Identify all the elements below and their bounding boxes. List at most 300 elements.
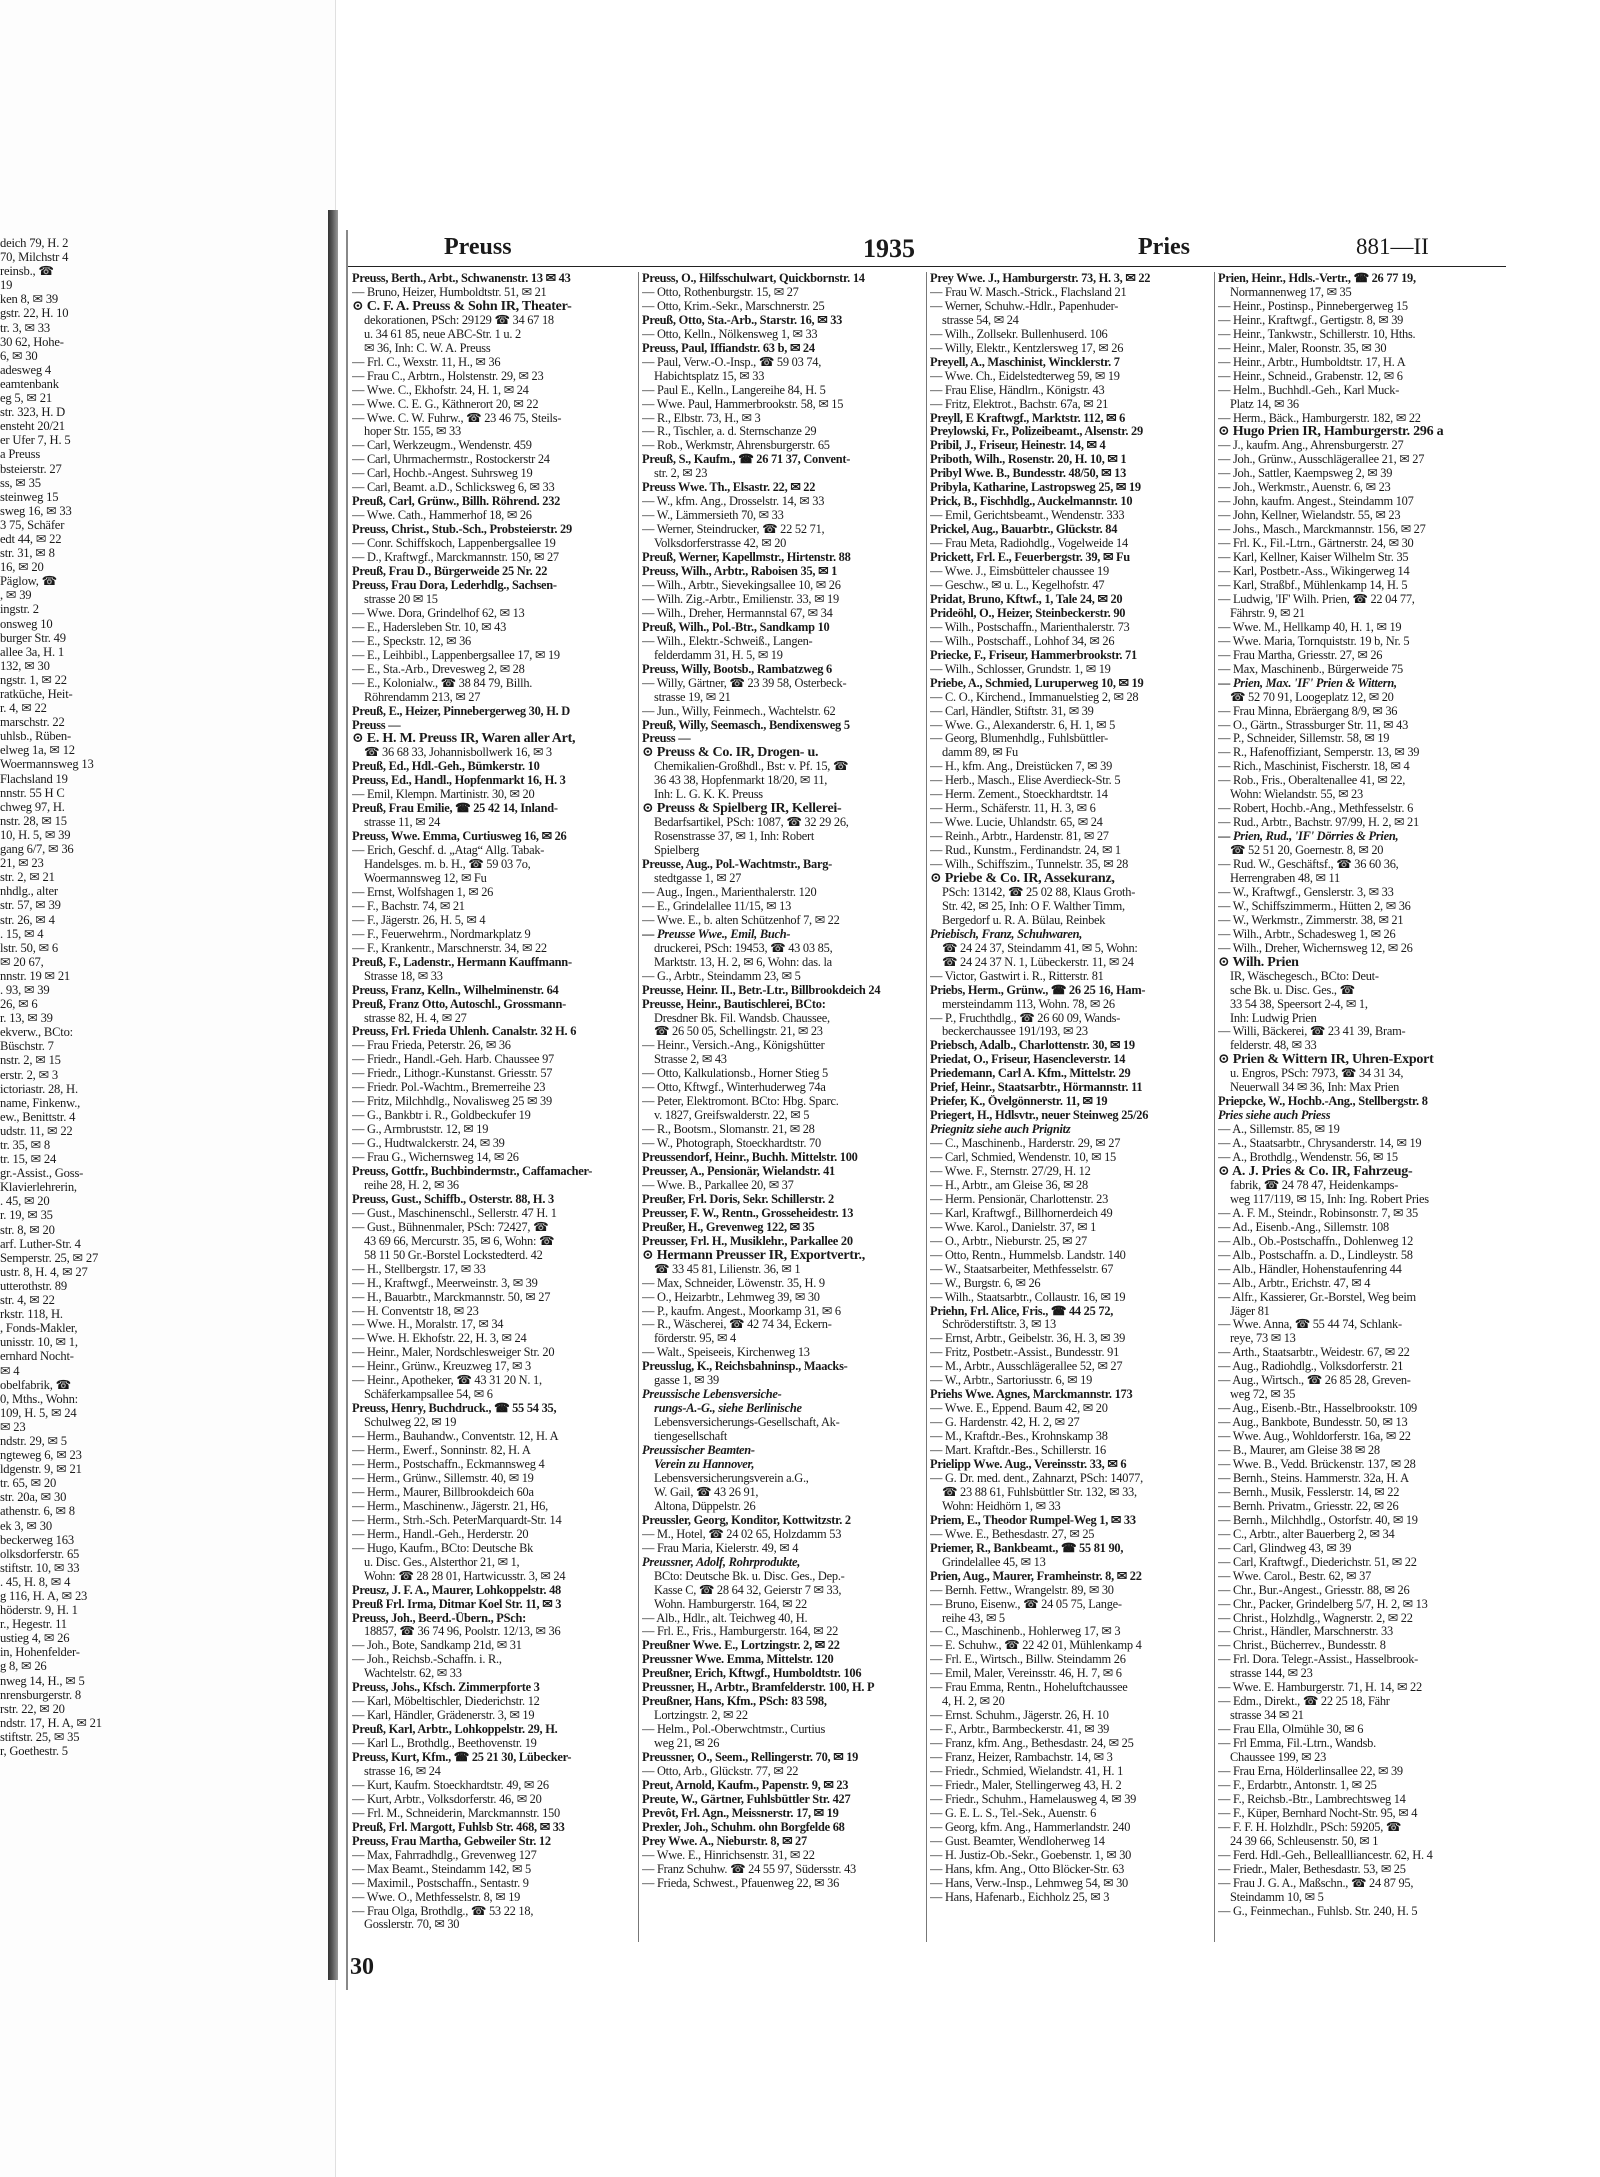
directory-entry-line: — Emil, Maler, Vereinsstr. 46, H. 7, ✉ 6: [930, 1667, 1122, 1681]
directory-entry-line: — Ad., Eisenb.-Ang., Sillemstr. 108: [1218, 1220, 1389, 1234]
directory-entry-line: — Rud. W., Geschäftsf., ☎ 36 60 36,: [1218, 858, 1399, 872]
directory-entry-line: Preußner Wwe. E., Lortzingstr. 2, ✉ 22: [642, 1639, 840, 1653]
directory-entry-line: Spielberg: [654, 844, 700, 858]
directory-entry-line: — Hans, Verw.-Insp., Lehmweg 54, ✉ 30: [930, 1876, 1128, 1890]
previous-page-line: 109, H. 5, ✉ 24: [0, 1405, 77, 1420]
directory-entry-line: — Georg, Blumenhdlg., Fuhlsbüttler-: [930, 732, 1108, 746]
directory-entry-line: — Wilh. Zig.-Arbtr., Emilienstr. 33, ✉ 19: [642, 592, 839, 606]
directory-entry-line: — Otto, Krim.-Sekr., Marschnerstr. 25: [642, 299, 825, 313]
directory-entry-line: weg 72, ✉ 35: [1230, 1388, 1296, 1402]
directory-entry-line: u. Engros, PSch: 7973, ☎ 34 31 34,: [1230, 1067, 1404, 1081]
previous-page-line: nweg 14, H., ✉ 5: [0, 1673, 85, 1688]
directory-entry-line: — Wilh., Arbtr., Sievekingsallee 10, ✉ 26: [642, 578, 841, 592]
directory-entry-line: gasse 1, ✉ 39: [654, 1374, 719, 1388]
directory-entry-line: Preussischer Beamten-: [642, 1444, 755, 1458]
directory-entry-line: — Werner, Steindrucker, ☎ 22 52 71,: [642, 523, 825, 537]
directory-entry-line: Schulweg 22, ✉ 19: [364, 1416, 457, 1430]
directory-entry-line: — Wilh., Arbtr., Schadesweg 1, ✉ 26: [1218, 927, 1396, 941]
directory-entry-line: — Karl, Händler, Grädenerstr. 3, ✉ 19: [352, 1709, 535, 1723]
directory-entry-line: 58 11 50 Gr.-Borstel Lockstedterd. 42: [364, 1248, 543, 1262]
directory-entry-line: — Otto, Kftwgf., Winterhuderweg 74a: [642, 1081, 826, 1095]
directory-entry-line: — B., Maurer, am Gleise 38 ✉ 28: [1218, 1444, 1380, 1458]
directory-entry-line: — O., Heizarbtr., Lehmweg 39, ✉ 30: [642, 1290, 820, 1304]
previous-page-line: r., Hegestr. 11: [0, 1617, 67, 1632]
directory-entry-line: — G., Armbruststr. 12, ✉ 19: [352, 1123, 489, 1137]
directory-entry-line: — Ludwig, 'IF' Wilh. Prien, ☎ 22 04 77,: [1218, 592, 1415, 606]
directory-entry-line: — Arth., Staatsarbtr., Weidestr. 67, ✉ 22: [1218, 1346, 1410, 1360]
directory-entry-line: — Alb., Hdlr., alt. Teichweg 40, H.: [642, 1611, 808, 1625]
directory-entry-line: — W., Lämmersieth 70, ✉ 33: [642, 509, 784, 523]
directory-entry-line: Chaussee 199, ✉ 23: [1230, 1751, 1327, 1765]
directory-entry-line: Bedarfsartikel, PSch: 1087, ☎ 32 29 26,: [654, 816, 849, 830]
directory-entry-line: — Frl Emma, Fil.-Ltrn., Wandsb.: [1218, 1737, 1376, 1751]
directory-entry-line: — Emil, Klempn. Martinistr. 30, ✉ 20: [352, 788, 535, 802]
directory-entry-line: Preyell, A., Maschinist, Wincklerstr. 7: [930, 355, 1120, 369]
previous-page-line: tr. 15, ✉ 24: [0, 1152, 57, 1167]
previous-page-line: g 8, ✉ 26: [0, 1659, 47, 1674]
previous-page-line: str. 20a, ✉ 30: [0, 1490, 67, 1505]
previous-page-line: , ✉ 39: [0, 588, 32, 603]
directory-entry-line: Preuss, Christ., Stub.-Sch., Probsteierstr. 29: [352, 523, 572, 537]
directory-entry-line: — E., Grindelallee 11/15, ✉ 13: [642, 899, 792, 913]
directory-entry-line: — Christ., Holzhdlg., Wagnerstr. 2, ✉ 22: [1218, 1611, 1413, 1625]
directory-entry-line: — W., Arbtr., Sartoriusstr. 6, ✉ 19: [930, 1374, 1093, 1388]
directory-entry-line: Preuss, Henry, Buchdruck., ☎ 55 54 35,: [352, 1402, 557, 1416]
directory-entry-line: — W., Kraftwgf., Genslerstr. 3, ✉ 33: [1218, 885, 1394, 899]
directory-entry-line: — Herm. Zement., Stoeckhardtstr. 14: [930, 788, 1108, 802]
directory-entry-line: reihe 43, ✉ 5: [942, 1611, 1005, 1625]
directory-entry-line: — Emil, Gerichtsbeamt., Wendenstr. 333: [930, 509, 1125, 523]
directory-entry-line: Priebsch, Adalb., Charlottenstr. 30, ✉ 19: [930, 1039, 1135, 1053]
directory-entry-line: Preussner Wwe. Emma, Mittelstr. 120: [642, 1653, 834, 1667]
previous-page-line: ratküche, Heit-: [0, 687, 73, 701]
previous-page-line: bsteierstr. 27: [0, 461, 62, 476]
directory-entry-line: Preusz, J. F. A., Maurer, Lohkoppelstr. 48: [352, 1583, 561, 1597]
directory-entry-line: Preußer, H., Grevenweg 122, ✉ 35: [642, 1220, 815, 1234]
directory-entry-line: Preusse, Aug., Pol.-Wachtmstr., Barg-: [642, 858, 833, 872]
directory-entry-line: Lebensversicherungs-Gesellschaft, Ak-: [654, 1416, 840, 1430]
directory-entry-line: — G. Hardenstr. 42, H. 2, ✉ 27: [930, 1416, 1080, 1430]
directory-entry-line: Wohn: Heidhörn 1, ✉ 33: [942, 1499, 1061, 1513]
directory-entry-line: — Friedr., Maler, Bethesdastr. 53, ✉ 25: [1218, 1862, 1406, 1876]
directory-entry-line: Strasse 2, ✉ 43: [654, 1053, 727, 1067]
directory-entry-line: — W., Burgstr. 6, ✉ 26: [930, 1276, 1041, 1290]
directory-entry-line: Priedat, O., Friseur, Hasencleverstr. 14: [930, 1053, 1126, 1067]
directory-entry-line: ⊙ A. J. Pries & Co. IR, Fahrzeug-: [1218, 1165, 1413, 1179]
directory-entry-line: Pribil, J., Friseur, Heinestr. 14, ✉ 4: [930, 439, 1106, 453]
directory-entry-line: — Karl, Kraftwgf., Billhornerdeich 49: [930, 1206, 1113, 1220]
header-last-entry: Pries: [1138, 234, 1190, 260]
directory-entry-line: ⊙ Wilh. Prien: [1218, 955, 1299, 970]
directory-entry-line: — Otto, Kalkulationsb., Horner Stieg 5: [642, 1067, 828, 1081]
directory-entry-line: — Heinr., Kraftwgf., Gertigstr. 8, ✉ 39: [1218, 313, 1404, 327]
directory-entry-line: — Alb., Postschaffn. a. D., Lindleystr. 58: [1218, 1248, 1413, 1262]
directory-entry-line: — Paul, Verw.-O.-Insp., ☎ 59 03 74,: [642, 355, 822, 369]
previous-page-line: chweg 97, H.: [0, 799, 65, 814]
directory-entry-line: strasse 34 ✉ 21: [1230, 1709, 1304, 1723]
directory-entry-line: Prick, B., Fischhdlg., Auckelmannstr. 10: [930, 495, 1133, 509]
directory-entry-line: — Karl L., Brothdlg., Beethovenstr. 19: [352, 1737, 537, 1751]
previous-page-line: tr. 65, ✉ 20: [0, 1476, 57, 1491]
directory-entry-line: Preusslug, K., Reichsbahninsp., Maacks-: [642, 1360, 848, 1374]
directory-entry-line: — E. Schuhw., ☎ 22 42 01, Mühlenkamp 4: [930, 1639, 1142, 1653]
directory-entry-line: 43 69 66, Mercurstr. 35, ✉ 6, Wohn: ☎: [364, 1234, 555, 1248]
directory-entry-line: Priboth, Wilh., Rosenstr. 20, H. 10, ✉ 1: [930, 453, 1127, 467]
previous-page-column: [0, 236, 320, 1966]
directory-entry-line: — Johs., Masch., Marckmannstr. 156, ✉ 27: [1218, 523, 1426, 537]
directory-entry-line: — Mart. Kraftdr.-Bes., Schillerstr. 16: [930, 1444, 1106, 1458]
directory-entry-line: strasse 54, ✉ 24: [942, 313, 1019, 327]
directory-entry-line: Preuss, Johs., Kfsch. Zimmerpforte 3: [352, 1681, 540, 1695]
directory-entry-line: — Herm., Postschaffn., Eckmannsweg 4: [352, 1458, 545, 1472]
directory-entry-line: Priefer, K., Övelgönnerstr. 11, ✉ 19: [930, 1095, 1108, 1109]
directory-entry-line: rungs-A.-G., siehe Berlinische: [654, 1402, 802, 1416]
previous-page-line: str. 57, ✉ 39: [0, 898, 61, 913]
directory-entry-line: sche Bk. u. Disc. Ges., ☎: [1230, 983, 1355, 997]
directory-entry-line: Preyll, E Kraftwgf., Marktstr. 112, ✉ 6: [930, 411, 1126, 425]
directory-entry-line: Preusser, Frl. H., Musiklehr., Parkallee 20: [642, 1234, 853, 1248]
directory-entry-line: — Wwe. H., Moralstr. 17, ✉ 34: [352, 1318, 504, 1332]
directory-entry-line: — Hugo, Kaufm., BCto: Deutsche Bk: [352, 1541, 534, 1555]
directory-entry-line: — Herm., Handl.-Geh., Herderstr. 20: [352, 1527, 529, 1541]
directory-entry-line: — Aug., Eisenb.-Btr., Hasselbrookstr. 109: [1218, 1402, 1418, 1416]
directory-entry-line: — Georg, kfm. Ang., Hammerlandstr. 240: [930, 1820, 1131, 1834]
directory-entry-line: — Joh., Reichsb.-Schaffn. i. R.,: [352, 1653, 502, 1667]
directory-entry-line: — Carl, Uhrmachermstr., Rostockerstr 24: [352, 453, 550, 467]
directory-entry-line: ⊙ Hermann Preusser IR, Exportvertr.,: [642, 1248, 865, 1263]
previous-page-line: erstr. 2, ✉ 3: [0, 1067, 58, 1082]
directory-entry-line: — F., Erdarbtr., Antonstr. 1, ✉ 25: [1218, 1778, 1377, 1792]
directory-entry-line: Preusse, Heinr. II., Betr.-Ltr., Billbrookdeich 24: [642, 983, 881, 997]
directory-entry-line: — Aug., Wirtsch., ☎ 26 85 28, Greven-: [1218, 1374, 1411, 1388]
directory-entry-line: — Max, Maschinenb., Bürgerweide 75: [1218, 662, 1404, 676]
directory-entry-line: Preuß Frl. Irma, Ditmar Koel Str. 11, ✉ 3: [352, 1597, 562, 1611]
previous-page-line: nstr. 2, ✉ 15: [0, 1053, 61, 1068]
directory-column-2: [638, 272, 921, 1942]
directory-entry-line: — Robert, Hochb.-Ang., Methfesselstr. 6: [1218, 802, 1414, 816]
previous-page-line: 6, ✉ 30: [0, 348, 38, 363]
directory-entry-line: Prickel, Aug., Bauarbtr., Glückstr. 84: [930, 523, 1118, 537]
previous-page-line: ken 8, ✉ 39: [0, 292, 59, 307]
directory-entry-line: — Wilh., Postschaff., Lohhof 34, ✉ 26: [930, 634, 1115, 648]
previous-page-line: höderstr. 9, H. 1: [0, 1603, 78, 1618]
directory-entry-line: — Wwe. B., Parkallee 20, ✉ 37: [642, 1178, 794, 1192]
directory-entry-line: — Wwe. C. W. Fuhrw., ☎ 23 46 75, Steils-: [352, 411, 562, 425]
directory-entry-line: — F., Jägerstr. 26, H. 5, ✉ 4: [352, 913, 486, 927]
directory-entry-line: — Jun., Willy, Feinmech., Wachtelstr. 62: [642, 704, 836, 718]
directory-entry-line: Priem, E., Theodor Rumpel-Weg 1, ✉ 33: [930, 1513, 1136, 1527]
directory-entry-line: — Herm., Schäferstr. 11, H. 3, ✉ 6: [930, 802, 1096, 816]
previous-page-line: ldgenstr. 9, ✉ 21: [0, 1462, 82, 1477]
directory-entry-line: Gosslerstr. 70, ✉ 30: [364, 1918, 460, 1932]
directory-entry-line: weg 21, ✉ 26: [654, 1737, 720, 1751]
directory-entry-line: Preusser, A., Pensionär, Wielandstr. 41: [642, 1165, 836, 1178]
directory-entry-line: Priebs, Herm., Grünw., ☎ 26 25 16, Ham-: [930, 983, 1146, 997]
directory-entry-line: — Prien, Rud., 'IF' Dörries & Prien,: [1218, 830, 1399, 844]
directory-entry-line: — Heinr., Maler, Roonstr. 35, ✉ 30: [1218, 341, 1387, 355]
directory-entry-line: — Carl, Kraftwgf., Diederichstr. 51, ✉ 22: [1218, 1555, 1417, 1569]
previous-page-line: er Ufer 7, H. 5: [0, 433, 71, 448]
previous-page-line: ✉ 4: [0, 1363, 20, 1378]
directory-entry-line: — Ernst, Wolfshagen 1, ✉ 26: [352, 885, 494, 899]
previous-page-line: stiftstr. 10, ✉ 33: [0, 1560, 80, 1575]
directory-entry-line: — H. Justiz-Ob.-Sekr., Goebenstr. 1, ✉ 30: [930, 1848, 1132, 1862]
previous-page-line: ngteweg 6, ✉ 23: [0, 1448, 82, 1463]
previous-page-line: beckerweg 163: [0, 1532, 74, 1547]
directory-entry-line: — Frau Elise, Händlrn., Königstr. 43: [930, 383, 1105, 397]
directory-entry-line: — Herm., Grünw., Sillemstr. 40, ✉ 19: [352, 1471, 534, 1485]
directory-entry-line: — Wwe. Anna, ☎ 55 44 74, Schlank-: [1218, 1318, 1402, 1332]
previous-page-line: in, Hohenfelder-: [0, 1645, 80, 1660]
directory-columns: [348, 272, 1506, 1952]
directory-entry-line: — Herm. Pensionär, Charlottenstr. 23: [930, 1192, 1109, 1206]
previous-page-line: edt 44, ✉ 22: [0, 531, 62, 546]
directory-entry-line: W. Gail, ☎ 43 26 91,: [654, 1485, 759, 1499]
directory-entry-line: Preußer, Frl. Doris, Sekr. Schillerstr. 2: [642, 1192, 834, 1206]
previous-page-line: . 15, ✉ 4: [0, 926, 44, 941]
directory-entry-line: — F., Küper, Bernhard Nocht-Str. 95, ✉ 4: [1218, 1806, 1418, 1820]
directory-entry-line: — Joh., Grünw., Ausschlägerallee 21, ✉ 27: [1218, 453, 1425, 467]
previous-page-line: deich 79, H. 2: [0, 236, 69, 250]
directory-entry-line: — R., Wäscherei, ☎ 42 74 34, Eckern-: [642, 1318, 832, 1332]
directory-entry-line: — E., Sta.-Arb., Drevesweg 2, ✉ 28: [352, 662, 525, 676]
previous-page-line: , Fonds-Makler,: [0, 1321, 78, 1336]
directory-entry-line: ⊙ E. H. M. Preuss IR, Waren aller Art,: [352, 732, 576, 747]
directory-entry-line: Prevôt, Frl. Agn., Meissnerstr. 17, ✉ 19: [642, 1806, 839, 1820]
directory-entry-line: — Hans, Hafenarb., Eichholz 25, ✉ 3: [930, 1890, 1110, 1904]
directory-entry-line: beckerchaussee 191/193, ✉ 23: [942, 1025, 1088, 1039]
directory-entry-line: Preuß, Wilh., Pol.-Btr., Sandkamp 10: [642, 620, 830, 634]
directory-entry-line: — Max, Fahrradhdlg., Grevenweg 127: [352, 1848, 537, 1862]
directory-entry-line: Preute, W., Gärtner, Fuhlsbüttler Str. 427: [642, 1792, 851, 1806]
previous-page-line: tr. 35, ✉ 8: [0, 1138, 50, 1152]
directory-entry-line: — Alb., Händler, Hohenstaufenring 44: [1218, 1262, 1402, 1276]
directory-entry-line: Preuß, Werner, Kapellmstr., Hirtenstr. 88: [642, 551, 851, 565]
directory-entry-line: PSch: 13142, ☎ 25 02 88, Klaus Groth-: [942, 885, 1136, 899]
directory-entry-line: — Alb., Arbtr., Erichstr. 47, ✉ 4: [1218, 1276, 1371, 1290]
directory-entry-line: — W., Staatsarbeiter, Methfesselstr. 67: [930, 1262, 1114, 1276]
directory-entry-line: ⊙ C. F. A. Preuss & Sohn IR, Theater-: [352, 299, 572, 314]
directory-entry-line: — J., kaufm. Ang., Ahrensburgerstr. 27: [1218, 439, 1404, 453]
directory-entry-line: — Wwe. C., Ekhofstr. 24, H. 1, ✉ 24: [352, 383, 529, 397]
directory-entry-line: ☎ 33 45 81, Lilienstr. 36, ✉ 1: [654, 1262, 801, 1276]
directory-entry-line: — Rob., Werkmstr, Ahrensburgerstr. 65: [642, 439, 830, 453]
directory-entry-line: — F., Arbtr., Barmbeckerstr. 41, ✉ 39: [930, 1723, 1110, 1737]
directory-entry-line: — M., Arbtr., Ausschlägerallee 52, ✉ 27: [930, 1360, 1123, 1374]
directory-entry-line: — Willy, Elektr., Kentzlersweg 17, ✉ 26: [930, 341, 1124, 355]
directory-entry-line: — P., kaufm. Angest., Moorkamp 31, ✉ 6: [642, 1304, 841, 1318]
directory-entry-line: Inh: L. G. K. K. Preuss: [654, 788, 763, 802]
directory-entry-line: ⊙ Preuss & Co. IR, Drogen- u.: [642, 746, 819, 761]
previous-page-line: lstr. 50, ✉ 6: [0, 940, 58, 955]
directory-entry-line: Inh: Ludwig Prien: [1230, 1011, 1317, 1025]
directory-entry-line: Pribyl Wwe. B., Bundesstr. 48/50, ✉ 13: [930, 467, 1127, 481]
previous-page-line: . 45, ✉ 20: [0, 1194, 50, 1209]
previous-page-line: ek 3, ✉ 30: [0, 1518, 52, 1533]
directory-entry-line: — Max, Schneider, Löwenstr. 35, H. 9: [642, 1276, 825, 1290]
directory-entry-line: — Heinr., Versich.-Ang., Königshütter: [642, 1039, 825, 1053]
directory-entry-line: — Frau Erna, Hölderlinsallee 22, ✉ 39: [1218, 1764, 1403, 1778]
previous-page-line: unisstr. 10, ✉ 1,: [0, 1335, 78, 1350]
previous-page-line: 21, ✉ 23: [0, 856, 44, 871]
directory-entry-line: — Wwe. G., Alexanderstr. 6, H. 1, ✉ 5: [930, 718, 1116, 732]
directory-entry-line: u. Disc. Ges., Alsterthor 21, ✉ 1,: [364, 1555, 520, 1569]
directory-column-4: [1214, 272, 1504, 1942]
directory-entry-line: Priehs Wwe. Agnes, Marckmannstr. 173: [930, 1388, 1133, 1402]
directory-entry-line: 4, H. 2, ✉ 20: [942, 1695, 1005, 1709]
directory-entry-line: — Heinr., Schneid., Grabenstr. 12, ✉ 6: [1218, 369, 1403, 383]
previous-page-line: ew., Benittstr. 4: [0, 1109, 76, 1124]
directory-entry-line: — H., Arbtr., am Gleise 36, ✉ 28: [930, 1178, 1088, 1192]
directory-entry-line: Kasse C, ☎ 28 64 32, Geierstr 7 ✉ 33,: [654, 1583, 842, 1597]
previous-page-line: eg 5, ✉ 21: [0, 391, 52, 406]
directory-entry-line: Priedemann, Carl A. Kfm., Mittelstr. 29: [930, 1067, 1131, 1081]
directory-entry-line: — Karl, Straßbf., Mühlenkamp 14, H. 5: [1218, 578, 1408, 592]
directory-entry-line: — H., Kraftwgf., Meerweinstr. 3, ✉ 39: [352, 1276, 538, 1290]
directory-entry-line: BCto: Deutsche Bk. u. Disc. Ges., Dep.-: [654, 1569, 845, 1583]
directory-entry-line: ⊙ Priebe & Co. IR, Assekuranz,: [930, 871, 1115, 886]
directory-entry-line: Jäger 81: [1230, 1304, 1270, 1318]
previous-page-line: marschstr. 22: [0, 715, 65, 730]
previous-page-line: a Preuss: [0, 447, 41, 462]
directory-entry-line: — R., Bootsm., Slomanstr. 21, ✉ 28: [642, 1123, 815, 1137]
directory-entry-line: — Herb., Masch., Elise Averdieck-Str. 5: [930, 774, 1121, 788]
directory-entry-line: Volksdorferstrasse 42, ✉ 20: [654, 537, 787, 551]
previous-page-line: Büschstr. 7: [0, 1039, 54, 1054]
previous-page-line: gang 6/7, ✉ 36: [0, 842, 74, 857]
directory-entry-line: IR, Wäschegesch., BCto: Deut-: [1230, 969, 1379, 983]
previous-page-line: ustr. 8, H. 4, ✉ 27: [0, 1264, 88, 1279]
directory-entry-line: Bergedorf u. R. A. Bülau, Reinbek: [942, 913, 1106, 927]
directory-entry-line: ⊙ Hugo Prien IR, Hamburgerstr. 296 a: [1218, 425, 1444, 440]
directory-entry-line: mersteindamm 113, Wohn. 78, ✉ 26: [942, 997, 1115, 1011]
directory-entry-line: — Christ., Bücherrev., Bundesstr. 8: [1218, 1639, 1386, 1653]
previous-page-line: gr.-Assist., Goss-: [0, 1166, 84, 1181]
directory-entry-line: — Frl. Dora. Telegr.-Assist., Hasselbrook-: [1218, 1653, 1419, 1667]
previous-page-line: sweg 16, ✉ 33: [0, 503, 72, 518]
directory-entry-line: Preuss, Ed., Handl., Hopfenmarkt 16, H. 3: [352, 774, 566, 788]
directory-entry-line: — Otto, Rentn., Hummelsb. Landstr. 140: [930, 1248, 1126, 1262]
directory-entry-line: — Frau Emma, Rentn., Hoheluftchaussee: [930, 1681, 1128, 1695]
directory-entry-line: — Franz, Heizer, Rambachstr. 14, ✉ 3: [930, 1751, 1113, 1765]
directory-entry-line: — Bernh., Milchhdlg., Ostorfstr. 40, ✉ 19: [1218, 1513, 1418, 1527]
directory-entry-line: — F., Reichsb.-Btr., Lambrechtsweg 14: [1218, 1792, 1406, 1806]
directory-entry-line: ⊙ Preuss & Spielberg IR, Kellerei-: [642, 802, 842, 817]
directory-entry-line: — Carl, Hochb.-Angest. Suhrsweg 19: [352, 467, 533, 481]
previous-page-line: steinweg 15: [0, 489, 59, 504]
directory-entry-line: Neuerwall 34 ✉ 36, Inh: Max Prien: [1230, 1081, 1400, 1095]
directory-entry-line: v. 1827, Greifswalderstr. 22, ✉ 5: [654, 1109, 810, 1123]
directory-entry-line: — Otto, Rothenburgstr. 15, ✉ 27: [642, 285, 799, 299]
directory-entry-line: — O., Arbtr., Nieburstr. 25, ✉ 27: [930, 1234, 1088, 1248]
directory-entry-line: — H. Conventstr 18, ✉ 23: [352, 1304, 479, 1318]
directory-entry-line: — Wwe. Carol., Bestr. 62, ✉ 37: [1218, 1569, 1372, 1583]
directory-entry-line: — Carl, Händler, Stiftstr. 31, ✉ 39: [930, 704, 1094, 718]
directory-entry-line: — Joh., Sattler, Kaempsweg 2, ✉ 39: [1218, 467, 1393, 481]
directory-entry-line: — Peter, Elektromont. BCto: Hbg. Sparc.: [642, 1095, 839, 1109]
directory-entry-line: — F., Bachstr. 74, ✉ 21: [352, 899, 465, 913]
directory-entry-line: — Frl. K., Fil.-Ltrn., Gärtnerstr. 24, ✉ 30: [1218, 537, 1414, 551]
previous-page-line: 10, H. 5, ✉ 39: [0, 827, 71, 842]
directory-entry-line: Wohn. Hamburgerstr. 164, ✉ 22: [654, 1597, 807, 1611]
directory-entry-line: weg 117/119, ✉ 15, Inh: Ing. Robert Pries: [1230, 1192, 1429, 1206]
directory-entry-line: — Wwe. Dora, Grindelhof 62, ✉ 13: [352, 606, 525, 620]
previous-page-line: obelfabrik, ☎: [0, 1377, 72, 1392]
directory-entry-line: — Frl. M., Schneiderin, Marckmannstr. 150: [352, 1806, 560, 1820]
directory-entry-line: — E., Kolonialw., ☎ 38 84 79, Billh.: [352, 676, 533, 690]
directory-entry-line: — C. O., Kirchend., Immanuelstieg 2, ✉ 28: [930, 690, 1139, 704]
previous-page-line: name, Finkenw.,: [0, 1095, 81, 1110]
previous-page-line: arf. Luther-Str. 4: [0, 1236, 81, 1251]
directory-column-1: [352, 272, 631, 1942]
directory-entry-line: — Carl, Glindweg 43, ✉ 39: [1218, 1541, 1352, 1555]
previous-page-line: str. 323, H. D: [0, 405, 66, 420]
previous-page-line: g 116, H. A, ✉ 23: [0, 1589, 88, 1603]
previous-page-line: nstr. 28, ✉ 15: [0, 813, 67, 828]
directory-entry-line: strasse 82, H. 4, ✉ 27: [364, 1011, 467, 1025]
directory-entry-line: — G., Hudtwalckerstr. 24, ✉ 39: [352, 1137, 505, 1151]
directory-entry-line: damm 89, ✉ Fu: [942, 746, 1018, 760]
previous-page-line: onsweg 10: [0, 616, 53, 631]
directory-entry-line: Preuss, Frl. Frieda Uhlenh. Canalstr. 32 H. 6: [352, 1025, 577, 1039]
directory-entry-line: Wachtelstr. 62, ✉ 33: [364, 1667, 462, 1681]
directory-entry-line: — Paul E., Kelln., Langereihe 84, H. 5: [642, 383, 826, 397]
directory-entry-line: Preussische Lebensversiche-: [642, 1388, 782, 1402]
directory-entry-line: Schröderstiftstr. 3, ✉ 13: [942, 1318, 1056, 1332]
directory-entry-line: — Friedr., Maler, Stellingerweg 43, H. 2: [930, 1778, 1122, 1792]
directory-entry-line: — Frau Martha, Griesstr. 27, ✉ 26: [1218, 648, 1383, 662]
directory-entry-line: ☎ 52 51 20, Goernestr. 8, ✉ 20: [1230, 844, 1384, 858]
directory-entry-line: Preußner, Hans, Kfm., PSch: 83 598,: [642, 1695, 827, 1709]
directory-entry-line: druckerei, PSch: 19453, ☎ 43 03 85,: [654, 941, 833, 955]
directory-entry-line: — Frau W. Masch.-Strick., Flachsland 21: [930, 285, 1127, 299]
directory-entry-line: — Herm., Bäck., Hamburgerstr. 182, ✉ 22: [1218, 411, 1421, 425]
directory-entry-line: Lortzingstr. 2, ✉ 22: [654, 1709, 748, 1723]
directory-entry-line: — Bernh., Steins. Hammerstr. 32a, H. A: [1218, 1471, 1409, 1485]
directory-entry-line: — Willi, Bäckerei, ☎ 23 41 39, Bram-: [1218, 1025, 1406, 1039]
directory-entry-line: — Herm., Maurer, Billbrookdeich 60a: [352, 1485, 534, 1499]
directory-entry-line: — Victor, Gastwirt i. R., Ritterstr. 81: [930, 969, 1104, 983]
directory-entry-line: — Christ., Händler, Marschnerstr. 33: [1218, 1625, 1393, 1639]
directory-entry-line: — D., Kraftwgf., Marckmannstr. 150, ✉ 27: [352, 551, 559, 565]
directory-entry-line: — Wwe. E., Bethesdastr. 27, ✉ 25: [930, 1527, 1095, 1541]
directory-entry-line: — F., Krankentr., Marschnerstr. 34, ✉ 22: [352, 941, 547, 955]
directory-entry-line: — Joh., Bote, Sandkamp 21d, ✉ 31: [352, 1639, 522, 1653]
directory-entry-line: Priemer, R., Bankbeamt., ☎ 55 81 90,: [930, 1541, 1124, 1555]
previous-page-line: r, Goethestr. 5: [0, 1744, 68, 1759]
previous-page-line: elweg 1a, ✉ 12: [0, 743, 75, 758]
directory-entry-line: Preuss, Wwe. Emma, Curtiusweg 16, ✉ 26: [352, 830, 567, 844]
directory-entry-line: — Helm., Buchhdl.-Geh., Karl Muck-: [1218, 383, 1400, 397]
previous-page-line: gstr. 22, H. 10: [0, 306, 69, 321]
directory-entry-line: Platz 14, ✉ 36: [1230, 397, 1299, 411]
directory-entry-line: strasse 144, ✉ 23: [1230, 1667, 1313, 1681]
previous-page-edge: [0, 0, 336, 2177]
directory-entry-line: — Erich, Geschf. d. „Atag“ Allg. Tabak-: [352, 844, 545, 858]
directory-entry-line: — Gust., Maschinenschl., Sellerstr. 47 H. 1: [352, 1206, 557, 1220]
directory-entry-line: — Wwe. E., Eppend. Baum 42, ✉ 20: [930, 1402, 1108, 1416]
previous-page-line: nrensburgerstr. 8: [0, 1687, 82, 1702]
directory-entry-line: — Bernh. Privatm., Griesstr. 22, ✉ 26: [1218, 1499, 1399, 1513]
directory-entry-line: Rosenstrasse 37, ✉ 1, Inh: Robert: [654, 830, 815, 844]
previous-page-line: eamtenbank: [0, 376, 59, 391]
directory-entry-line: Preuß, E., Heizer, Pinnebergerweg 30, H. D: [352, 704, 570, 718]
directory-entry-line: Preuß, S., Kaufm., ☎ 26 71 37, Convent-: [642, 453, 851, 467]
directory-entry-line: — Friedr., Handl.-Geh. Harb. Chaussee 97: [352, 1053, 554, 1067]
directory-entry-line: tiengesellschaft: [654, 1430, 728, 1444]
directory-entry-line: — Fritz, Elektrot., Bachstr. 67a, ✉ 21: [930, 397, 1109, 411]
previous-page-line: ss, ✉ 35: [0, 475, 41, 490]
